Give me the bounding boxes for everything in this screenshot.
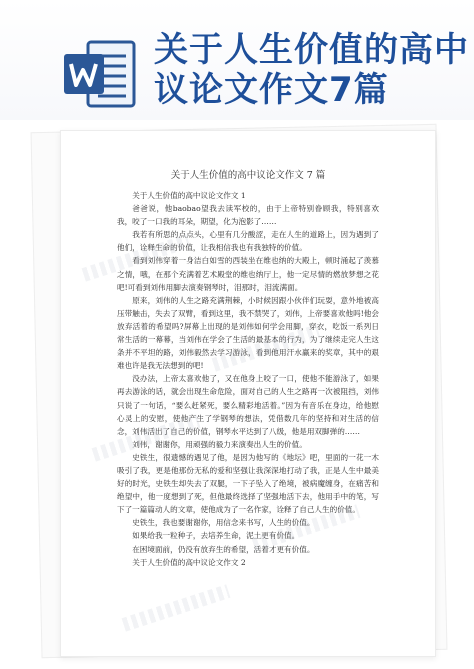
paragraph: 史铁生，很遗憾的遇见了他，是因为他写的《地坛》吧，里面的一花一木吸引了我，更是他那份无私的爱和坚强让我深深地打动了我，正是人生中最美好的时光，史铁生却失去了双腿，一下子坠入了绝境，被病魔缠身，在痛苦和绝望中，他一度想到了死，但他最终选择了坚强地活下去，他用手中的笔，写下了一篇篇动人的文章，使他成为了一名作家，诠释了自己人生的价值。 xyxy=(117,452,379,515)
paragraph: 看到刘伟穿着一身洁白如雪的西装坐在维也纳的大殿上，顿时涌起了羡慕之情，哦，在那个充满着艺术殿堂的维也纳厅上，他一定尽情的燃放梦想之花吧!可看到刘伟用脚去演奏钢琴时，泪那时，泪流满面。 xyxy=(117,256,379,292)
paragraph: 如果给我一粒种子，去培养生命，泥土更有价值。 xyxy=(132,531,300,541)
paragraph: 史铁生，我也要谢谢你，用信念来书写，人生的价值。 xyxy=(132,518,315,528)
paragraph: 刘伟，谢谢你，用顽强的毅力来演奏出人生的价值。 xyxy=(132,439,307,449)
banner-title: 关于人生价值的高中议论文作文7篇 xyxy=(154,30,469,110)
banner xyxy=(0,0,474,120)
word-document-icon xyxy=(62,40,138,110)
section-heading: 关于人生价值的高中议论文作文 2 xyxy=(132,557,246,567)
paragraph: 原来，刘伟的人生之路充满荆棘，小时候因跟小伙伴们玩耍，意外地被高压带触击，失去了双臂，看到这里，我不禁哭了，刘伟，上帝要喜欢他吗!他会放弃活着的希望吗?屏幕上出现的是刘伟如何学会用脚，穿衣，吃饭一系列日常生活的一幕幕，当刘伟在学会了生活的最基本的行为，为了继续走完人生这条并不平坦的路，刘伟毅然去学习游泳，看到他用汗水赢来的奖章，其中的艰难也许是我无法想到的吧! xyxy=(117,295,379,371)
paragraph: 爸爸说，他baobao望我去读军校的，由于上帝特别眷顾我，特别喜欢我，咬了一口我的耳朵，期望，化为泡影了…… xyxy=(117,204,379,227)
section-heading: 关于人生价值的高中议论文作文 1 xyxy=(132,191,246,200)
paragraph: 在困境面前，仍没有放弃生的希望，活着才更有价值。 xyxy=(132,544,315,554)
document-page xyxy=(60,130,436,657)
document-title: 关于人生价值的高中议论文作文 7 篇 xyxy=(170,170,326,181)
watermark xyxy=(122,584,231,631)
paragraph: 我若有所思的点点头，心里有几分酸涩，走在人生的道路上，因为遇到了他们，诠释生命的价值，让我相信我也有我独特的价值。 xyxy=(117,230,379,253)
paragraph: 没办法，上帝太喜欢他了，又在他身上咬了一口，使他不能游泳了，如果再去游泳的话，就会出现生命危险，面对自己的人生之路再一次被阻挡，刘伟只说了一句话，“要么赶紧死，要么精彩地活着。”因为有音乐在身边，给他慰心灵上的安慰，使他产生了学钢琴的想法，凭借数几年的坚持和对生活的信念，刘伟活出了自己的价值，钢琴水平达到了八级，他是用双脚弹的…… xyxy=(117,374,379,436)
